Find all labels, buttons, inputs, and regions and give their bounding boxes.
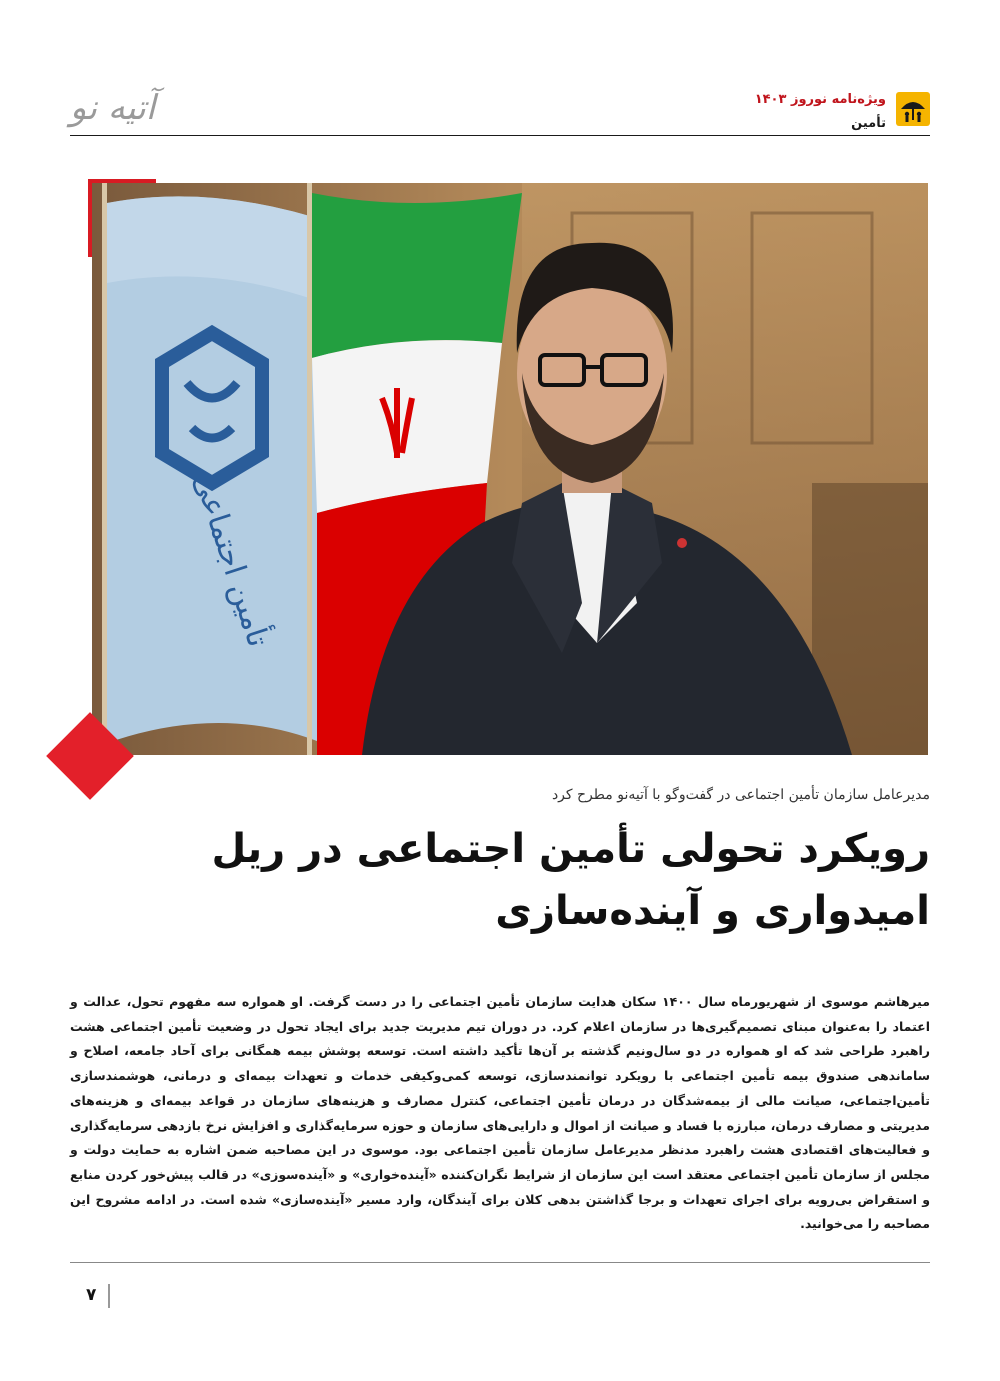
header-rule xyxy=(70,135,930,136)
magazine-logo: آتیه نو xyxy=(70,88,156,128)
article-title: رویکرد تحولی تأمین اجتماعی در ریل امیدواری و آینده‌سازی xyxy=(211,826,930,934)
section-label: تأمین xyxy=(851,116,886,131)
issue-kicker: ویژه‌نامه نوروز ۱۴۰۳ xyxy=(754,92,886,107)
article-lead: میرهاشم موسوی از شهریورماه سال ۱۴۰۰ سکان هدایت سازمان تأمین اجتماعی را در دست گرفت. او همواره سه مفهوم تحول، عدالت و اعتماد را به‌عنوان مبنای تصمیم‌گیری‌ها در سازمان اعلام کرد. در دوران تیم مدیریت جدید برای ایجاد تحول در وضعیت تأمین اجتماعی هشت راهبرد طراحی شد که او همواره در دو سال‌ونیم گذشته بر آن‌ها تأکید داشته است. توسعه پوشش بیمه همگانی برای آحاد جامعه، اصلاح و ساماندهی صندوق بیمه تأمین اجتماعی با رویکرد توانمندسازی، توسعه کمی‌وکیفی خدمات و تعهدات بیمه‌ای و درمانی، هوشمندسازی تأمین‌اجتماعی، صیانت مالی از بیمه‌شدگان در درمان تأمین اجتماعی، کنترل مصارف و هزینه‌های سازمان در قواعد بیمه‌ای و هزینه‌های مدیریتی و مصارف درمان، مبارزه با فساد و صیانت از اموال و دارایی‌های سازمان و حوزه سرمایه‌گذاری و افزایش نرخ بازدهی سرمایه‌گذاری و فعالیت‌های اقتصادی هشت راهبرد مدنظر مدیرعامل سازمان تأمین اجتماعی بود. موسوی در این مصاحبه ضمن اشاره به حمایت دولت و مجلس از سازمان تأمین اجتماعی معتقد است این سازمان از شرایط نگران‌کننده «آینده‌خواری» و «آینده‌سوزی» در قالب پیش‌خور کردن منابع و استقراض بی‌رویه برای اجرای تعهدات و برجا گذاشتن بدهی کلان برای آیندگان، وارد مسیر «آینده‌سازی» شده است. در ادامه مشروح این مصاحبه را می‌خوانید. xyxy=(70,994,930,1232)
page-number: ۷ xyxy=(86,1285,97,1305)
article-subhead: مدیرعامل سازمان تأمین اجتماعی در گفت‌وگو با آتیه‌نو مطرح کرد xyxy=(551,787,930,803)
page-number-divider xyxy=(108,1284,110,1308)
page-header xyxy=(70,88,930,142)
flag-emblem-text: تأمین اجتماعی xyxy=(186,468,276,652)
photo-corner-accent xyxy=(88,179,92,257)
photo-corner-accent xyxy=(88,179,156,183)
interview-photo xyxy=(92,183,928,755)
footer-rule xyxy=(70,1262,930,1263)
tamin-umbrella-logo-icon xyxy=(896,92,930,126)
